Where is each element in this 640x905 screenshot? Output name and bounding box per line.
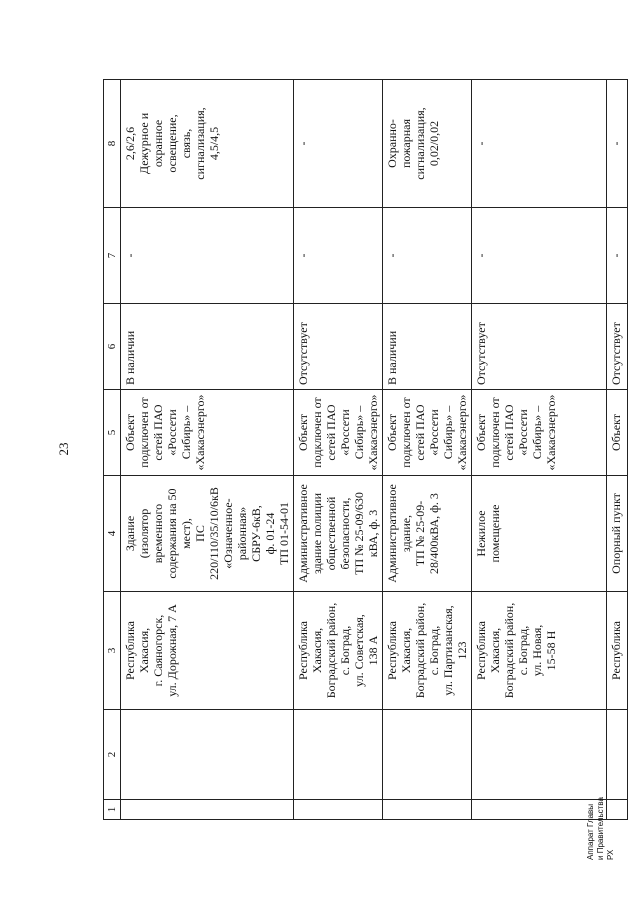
header-cell-5: 5 xyxy=(104,390,121,476)
table-row xyxy=(121,80,294,820)
cell-address: Республика Хакасия, Боградский район, с. Боград, ул. Новая, 15-58 Н xyxy=(472,592,607,710)
cell-availability: В наличии xyxy=(121,304,294,390)
cell-availability: Отсутствует xyxy=(607,304,628,390)
cell-object: Здание (изолятор временного содержания на 50 мест), ПС 220/110/35/10/6кВ «Означенное- районная» СБРУ-6кВ, ф. 01-24 ТП 01-54-01 xyxy=(121,476,294,592)
header-cell-1: 1 xyxy=(104,800,121,820)
cell-col8: Охранно- пожарная сигнализация, 0,02/0,02 xyxy=(383,80,472,208)
table-row xyxy=(383,80,472,820)
cell-col2 xyxy=(121,710,294,800)
cell-col8: - xyxy=(607,80,628,208)
cell-col1 xyxy=(294,800,383,820)
cell-address: Республика Хакасия, Боградский район, с. Боград, ул. Партизанская, 123 xyxy=(383,592,472,710)
cell-object: Нежилое помещение xyxy=(472,476,607,592)
cell-col1 xyxy=(383,800,472,820)
office-stamp xyxy=(586,786,614,860)
table-row xyxy=(607,80,628,820)
stamp-line-1: Аппарат Главы xyxy=(586,803,595,860)
cell-connection: Объект подключен от сетей ПАО «Россети Сибирь» – «Хакасэнерго» xyxy=(383,390,472,476)
cell-availability: Отсутствует xyxy=(472,304,607,390)
cell-availability: В наличии xyxy=(383,304,472,390)
cell-address: Республика Хакасия, г. Саяногорск, ул. Дорожная, 7 А xyxy=(121,592,294,710)
cell-col1 xyxy=(121,800,294,820)
cell-col2 xyxy=(294,710,383,800)
cell-object: Административное здание, ТП № 25-09- 28/400кВА, ф. 3 xyxy=(383,476,472,592)
cell-col7: - xyxy=(383,208,472,304)
cell-col8: 2,6/2,6 Дежурное и охранное освещение, связь, сигнализация, 4,5/4,5 xyxy=(121,80,294,208)
cell-availability: Отсутствует xyxy=(294,304,383,390)
cell-object: Опорный пункт xyxy=(607,476,628,592)
cell-connection: Объект подключен от сетей ПАО «Россети Сибирь» – «Хакасэнерго» xyxy=(294,390,383,476)
cell-col8: - xyxy=(472,80,607,208)
cell-col7: - xyxy=(294,208,383,304)
cell-connection: Объект подключен от сетей ПАО «Россети Сибирь» – «Хакасэнерго» xyxy=(472,390,607,476)
cell-col7: - xyxy=(607,208,628,304)
stamp-line-2: и Правительства РХ xyxy=(596,797,615,860)
header-cell-8: 8 xyxy=(104,80,121,208)
table-row xyxy=(294,80,383,820)
cell-col7: - xyxy=(121,208,294,304)
table-header-row xyxy=(104,80,121,820)
data-table xyxy=(103,79,628,820)
cell-connection: Объект подключен от сетей ПАО «Россети Сибирь» – «Хакасэнерго» xyxy=(121,390,294,476)
cell-address: Республика xyxy=(607,592,628,710)
cell-object: Административное здание полиции общественной безопасности, ТП № 25-09/630 кВА, ф. 3 xyxy=(294,476,383,592)
cell-col7: - xyxy=(472,208,607,304)
table-row xyxy=(472,80,607,820)
header-cell-4: 4 xyxy=(104,476,121,592)
header-cell-6: 6 xyxy=(104,304,121,390)
rotated-table-container xyxy=(103,80,623,820)
header-cell-3: 3 xyxy=(104,592,121,710)
header-cell-2: 2 xyxy=(104,710,121,800)
cell-col2 xyxy=(383,710,472,800)
cell-connection: Объект xyxy=(607,390,628,476)
page-number: 23 xyxy=(56,442,71,456)
header-cell-7: 7 xyxy=(104,208,121,304)
cell-col8: - xyxy=(294,80,383,208)
cell-address: Республика Хакасия, Боградский район, с. Боград, ул. Советская, 138 А xyxy=(294,592,383,710)
